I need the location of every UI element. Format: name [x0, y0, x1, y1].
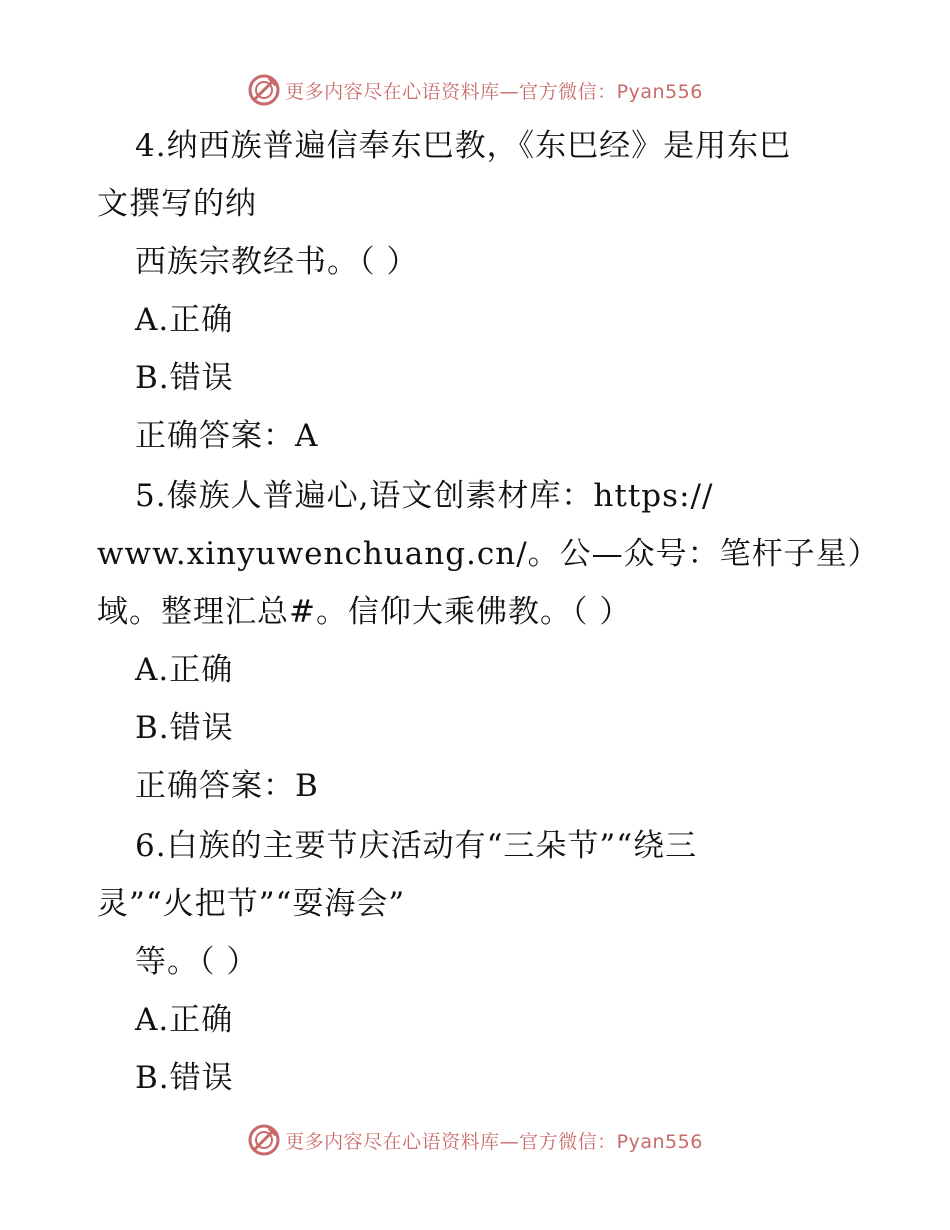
logo-seal-icon [247, 73, 281, 107]
question-5-option-b: B.错误 [135, 710, 234, 746]
question-5-line-2: www.xinyuwenchuang.cn/。公—众号：笔杆子星） [97, 536, 880, 572]
question-4-answer: 正确答案：A [135, 418, 319, 454]
question-5-line-1: 5.傣族人普遍心,语文创素材库：https:// [135, 478, 714, 514]
question-4-option-a: A.正确 [135, 302, 234, 338]
question-4-line-2: 文撰写的纳 [97, 186, 257, 222]
question-4-line-3: 西族宗教经书。（ ） [135, 244, 419, 280]
question-6-line-1: 6.白族的主要节庆活动有“三朵节”“绕三 [135, 828, 698, 864]
question-6-line-2: 灵”“火把节”“耍海会” [97, 886, 406, 922]
question-6-option-b: B.错误 [135, 1060, 234, 1096]
question-4-option-b: B.错误 [135, 360, 234, 396]
question-5-answer: 正确答案：B [135, 768, 319, 804]
question-6-option-a: A.正确 [135, 1002, 234, 1038]
logo-seal-icon [247, 1123, 281, 1157]
header-watermark [0, 70, 950, 110]
watermark-text: 更多内容尽在心语资料库—官方微信：Pyan556 [285, 1130, 703, 1153]
watermark-text: 更多内容尽在心语资料库—官方微信：Pyan556 [285, 80, 703, 103]
question-4-line-1: 4.纳西族普遍信奉东巴教，《东巴经》是用东巴 [135, 128, 792, 164]
question-6-line-3: 等。（ ） [135, 944, 259, 980]
question-5-line-3: 域。整理汇总#。信仰大乘佛教。（ ） [97, 594, 632, 630]
footer-watermark [0, 1120, 950, 1160]
question-5-option-a: A.正确 [135, 652, 234, 688]
